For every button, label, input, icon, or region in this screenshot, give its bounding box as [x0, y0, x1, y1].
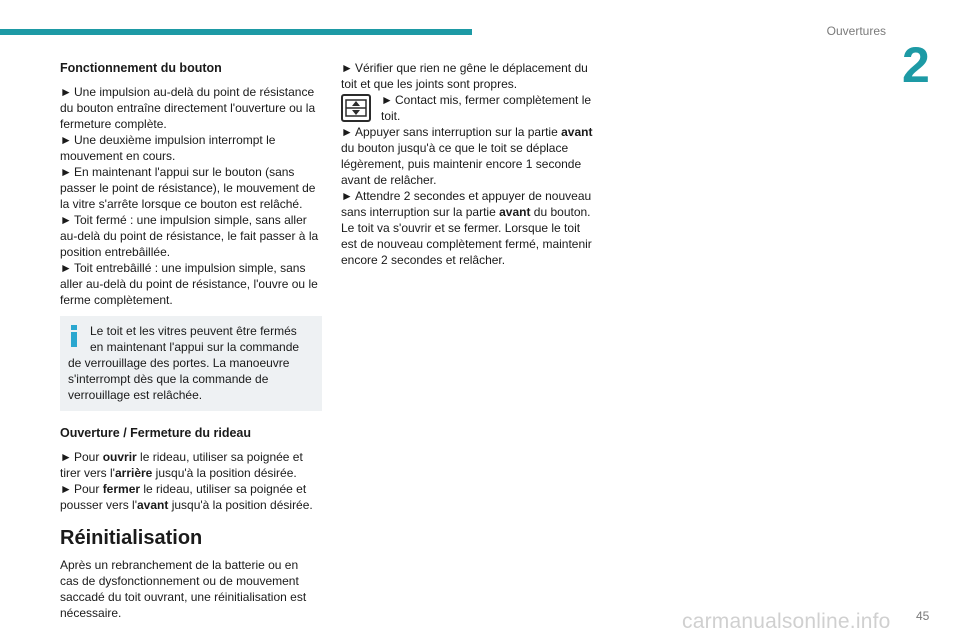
arrow-icon: ► [60, 482, 72, 496]
info-icon [70, 325, 78, 349]
heading-fonctionnement: Fonctionnement du bouton [60, 61, 222, 75]
page-number: 45 [916, 609, 930, 623]
arrow-icon: ► [60, 450, 72, 464]
arrow-icon: ► [60, 85, 72, 99]
arrow-icon: ► [60, 213, 72, 227]
arrow-icon: ► [60, 261, 72, 275]
rideau-close: ► Pour fermer le rideau, utiliser sa poignée et pousser vers l'avant jusqu'à la position désirée. [60, 482, 313, 512]
bullet-5: ► Toit entrebâillé : une impulsion simple, sans aller au-delà du point de résistance, l'ouvre ou le ferme complètement. [60, 261, 318, 307]
bullet-2: ► Une deuxième impulsion interrompt le mouvement en cours. [60, 133, 276, 163]
check-step: ► Vérifier que rien ne gêne le déplacement du toit et que les joints sont propres. [341, 61, 588, 91]
bullet-3: ► En maintenant l'appui sur le bouton (sans passer le point de résistance), le mouvement de la vitre s'arrête lorsque ce bouton est relâché. [60, 165, 316, 211]
sunroof-close-icon [341, 94, 371, 122]
arrow-icon: ► [381, 93, 393, 107]
arrow-icon: ► [341, 189, 353, 203]
info-note: Le toit et les vitres peuvent être fermés en maintenant l'appui sur la commande de verrouillage des portes. La manoeuvre s'interrompt dès que la commande de verrouillage est relâchée. [60, 316, 322, 411]
heading-reinitialisation: Réinitialisation [60, 527, 203, 549]
chapter-number: 2 [902, 37, 930, 93]
arrow-icon: ► [60, 165, 72, 179]
reinit-text: Après un rebranchement de la batterie ou en cas de dysfonctionnement ou de mouvement saccadé du toit ouvrant, une réinitialisation est nécessaire. [60, 558, 307, 620]
ignition-step: ► Contact mis, fermer complètement le toit. [341, 92, 603, 124]
watermark: carmanualsonline.info [682, 610, 891, 633]
left-column [60, 60, 322, 621]
bullet-1: ► Une impulsion au-delà du point de résistance du bouton entraîne directement l'ouverture ou la fermeture complète. [60, 85, 316, 131]
header-accent-bar [0, 29, 472, 35]
bullet-4: ► Toit fermé : une impulsion simple, sans aller au-delà du point de résistance, le fait passer à la position entrebâillée. [60, 213, 319, 259]
heading-rideau: Ouverture / Fermeture du rideau [60, 426, 252, 440]
arrow-icon: ► [60, 133, 72, 147]
arrow-icon: ► [341, 61, 353, 75]
rideau-open: ► Pour ouvrir le rideau, utiliser sa poignée et tirer vers l'arrière jusqu'à la position désirée. [60, 450, 303, 480]
section-title: Ouvertures [826, 24, 886, 38]
right-column [341, 60, 603, 268]
press-step: ► Appuyer sans interruption sur la partie avant du bouton jusqu'à ce que le toit se déplace légèrement, puis maintenir encore 1 seconde avant de relâcher. [341, 125, 593, 187]
wait-step: ► Attendre 2 secondes et appuyer de nouveau sans interruption sur la partie avant du bouton. Le toit va s'ouvrir et se fermer. Lorsque le toit est de nouveau complètement fermé, maintenir encore 2 secondes et relâcher. [341, 189, 592, 267]
arrow-icon: ► [341, 125, 353, 139]
